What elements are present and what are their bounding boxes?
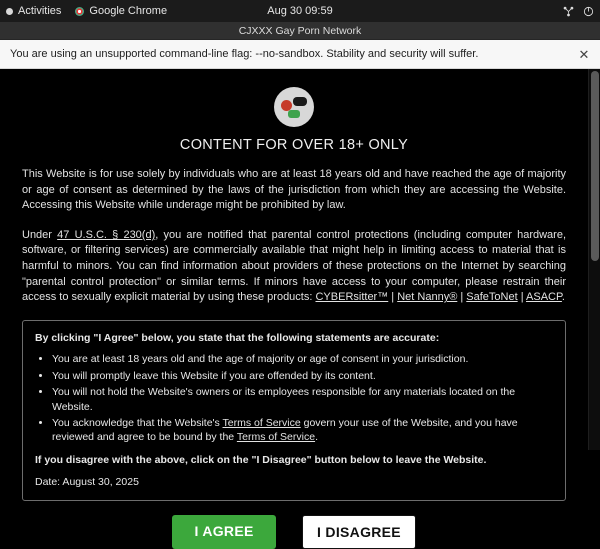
agreement-bullet-list	[35, 352, 553, 445]
disagree-instruction: If you disagree with the above, click on the "I Disagree" button below to leave the Website.	[35, 453, 487, 466]
page-title: CONTENT FOR OVER 18+ ONLY	[179, 137, 409, 153]
parental-pre-text: Under	[22, 228, 58, 241]
netnanny-link[interactable]: Net Nanny®	[397, 291, 458, 304]
link-sep-1: |	[388, 291, 398, 304]
tos-end-text: .	[315, 431, 318, 444]
activities-button[interactable]	[6, 5, 61, 17]
agree-button[interactable]: I AGREE	[172, 515, 276, 549]
top-bar-status-area[interactable]	[563, 6, 594, 17]
page-body	[0, 69, 600, 540]
cybersitter-link[interactable]: CYBERsitter™	[315, 291, 389, 304]
current-date: Date: August 30, 2025	[35, 475, 139, 488]
list-item: • You are at least 18 years old and the age of majority or age of consent in your jurisdiction.	[52, 352, 553, 366]
age-gate-content	[0, 69, 588, 549]
clock-label: Aug 30 09:59	[267, 5, 333, 17]
activities-label: Activities	[18, 5, 62, 17]
parental-mid-text: , you are notified that parental control protections (including computer hardware, software, or filtering services) are commercially available that might help in limiting access to material that is harmful to minors. You can find information about providers of these protections on the Internet by searching "parental control protection" or similar terms. If minors have access to your computer, please restrain their access to sexually explicit material by using these products:	[22, 228, 566, 304]
chrome-infobar	[0, 40, 600, 69]
link-sep-3: |	[517, 291, 527, 304]
action-buttons	[22, 515, 566, 549]
window-title: CJXXX Gay Porn Network	[238, 24, 362, 37]
site-logo-wrap	[22, 87, 566, 127]
list-item: • You will not hold the Website's owners or its employees responsible for any materials located on the Website.	[52, 385, 553, 414]
site-logo-icon	[274, 87, 314, 127]
close-icon[interactable]: ✕	[578, 46, 590, 62]
agreement-box	[22, 320, 566, 501]
agreement-lead: By clicking "I Agree" below, you state that the following statements are accurate:	[35, 331, 440, 344]
safetonet-link[interactable]: SafeToNet	[466, 291, 518, 304]
link-sep-2: |	[457, 291, 467, 304]
network-icon	[563, 6, 574, 17]
desktop-top-bar	[0, 0, 600, 22]
disagree-button[interactable]: I DISAGREE	[302, 515, 416, 549]
page-scrollbar[interactable]	[588, 69, 600, 450]
activities-icon	[6, 8, 13, 15]
list-item: • You will promptly leave this Website if you are offended by its content.	[52, 369, 553, 383]
terms-of-service-link-1[interactable]: Terms of Service	[222, 416, 301, 429]
tos-mid-text: govern your use of the Website, and you have reviewed and agree to be bound by the	[52, 416, 518, 444]
list-item-terms	[52, 416, 553, 445]
statute-link[interactable]: 47 U.S.C. § 230(d)	[57, 228, 156, 241]
scrollbar-thumb[interactable]	[591, 71, 599, 261]
terms-of-service-link-2[interactable]: Terms of Service	[236, 431, 316, 444]
parental-end-text: .	[561, 291, 565, 304]
age-statement-paragraph: This Website is for use solely by individuals who are at least 18 years old and have reached the age of majority or age of consent as determined by the laws of the jurisdiction from which they are accessing the Website. Accessing this Website while underage might be prohibited by law.	[22, 168, 566, 212]
chrome-app-menu[interactable]	[75, 5, 167, 17]
parental-controls-paragraph	[22, 228, 566, 306]
chrome-icon	[75, 7, 84, 16]
logo-accent-shape	[288, 110, 300, 118]
top-bar-left	[6, 5, 167, 17]
chrome-app-label: Google Chrome	[89, 5, 168, 17]
tos-pre-text: You acknowledge that the Website's	[52, 416, 223, 429]
asacp-link[interactable]: ASACP	[526, 291, 562, 304]
infobar-message: You are using an unsupported command-line flag: --no-sandbox. Stability and security will suffer.	[10, 48, 479, 60]
window-title-bar	[0, 22, 600, 40]
power-icon	[583, 6, 594, 17]
